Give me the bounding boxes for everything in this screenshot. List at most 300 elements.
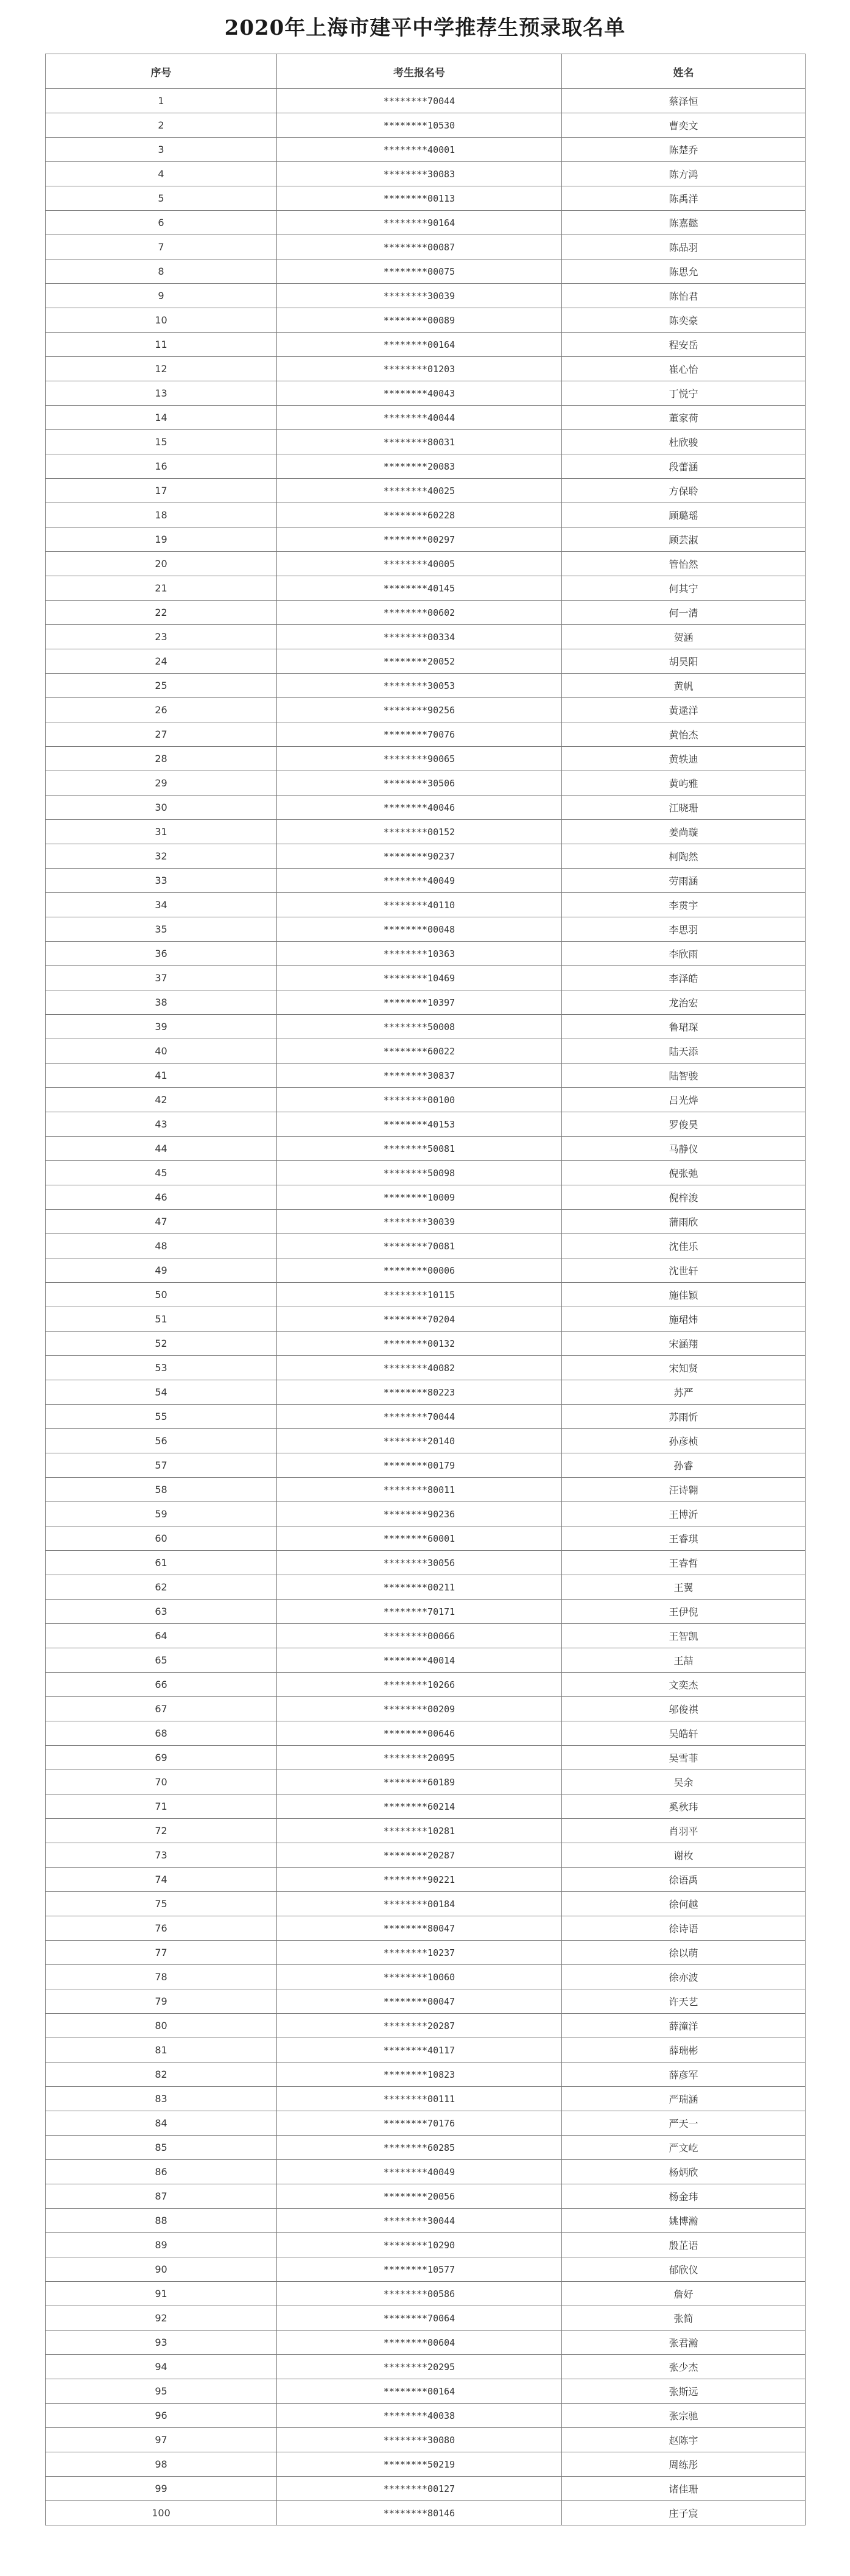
student-name-cell: 黄怡杰 [562, 722, 806, 747]
student-name-cell: 黄逯洋 [562, 698, 806, 722]
table-row [46, 430, 806, 454]
student-name-cell: 陆天添 [562, 1039, 806, 1064]
student-name-cell: 顾芸淑 [562, 528, 806, 552]
table-row [46, 1551, 806, 1575]
table-row [46, 1478, 806, 1502]
student-name-cell: 柯陶然 [562, 844, 806, 869]
row-number: 67 [46, 1697, 277, 1721]
table-row [46, 2306, 806, 2331]
table-row [46, 2452, 806, 2477]
row-number: 1 [46, 89, 277, 113]
table-row [46, 917, 806, 942]
row-number: 25 [46, 674, 277, 698]
student-name-cell: 周练彤 [562, 2452, 806, 2477]
student-name-cell: 倪梓浚 [562, 1185, 806, 1210]
exam-code-cell: ********30053 [277, 674, 562, 698]
exam-code-cell: ********40082 [277, 1356, 562, 1380]
student-name-cell: 胡昊阳 [562, 649, 806, 674]
student-name-cell: 姚博瀚 [562, 2209, 806, 2233]
row-number: 84 [46, 2111, 277, 2136]
exam-code-cell: ********00646 [277, 1721, 562, 1746]
student-name-cell: 王喆 [562, 1648, 806, 1673]
student-name-cell: 施佳颖 [562, 1283, 806, 1307]
row-number: 15 [46, 430, 277, 454]
row-number: 14 [46, 406, 277, 430]
exam-code-cell: ********40044 [277, 406, 562, 430]
row-number: 72 [46, 1819, 277, 1843]
row-number: 41 [46, 1064, 277, 1088]
student-name-cell: 宋涵翔 [562, 1332, 806, 1356]
student-name-cell: 诸佳珊 [562, 2477, 806, 2501]
student-name-cell: 陈奕豪 [562, 308, 806, 333]
table-row [46, 479, 806, 503]
exam-code-cell: ********40049 [277, 2160, 562, 2184]
exam-code-cell: ********60189 [277, 1770, 562, 1794]
row-number: 76 [46, 1916, 277, 1941]
row-number: 8 [46, 259, 277, 284]
exam-code-cell: ********30039 [277, 1210, 562, 1234]
row-number: 57 [46, 1453, 277, 1478]
row-number: 49 [46, 1258, 277, 1283]
table-row [46, 1673, 806, 1697]
table-row [46, 2355, 806, 2379]
exam-code-cell: ********10290 [277, 2233, 562, 2257]
row-number: 28 [46, 747, 277, 771]
row-number: 47 [46, 1210, 277, 1234]
page-title: 2020年上海市建平中学推荐生预录取名单 [224, 16, 626, 40]
row-number: 7 [46, 235, 277, 259]
student-name-cell: 程安岳 [562, 333, 806, 357]
row-number: 58 [46, 1478, 277, 1502]
exam-code-cell: ********20140 [277, 1429, 562, 1453]
row-number: 63 [46, 1600, 277, 1624]
table-row [46, 1868, 806, 1892]
student-name-cell: 罗俊昊 [562, 1112, 806, 1137]
row-number: 34 [46, 893, 277, 917]
table-row [46, 211, 806, 235]
student-name-cell: 陈方鸿 [562, 162, 806, 186]
exam-code-cell: ********00006 [277, 1258, 562, 1283]
row-number: 81 [46, 2038, 277, 2063]
row-number: 97 [46, 2428, 277, 2452]
row-number: 64 [46, 1624, 277, 1648]
table-row [46, 503, 806, 528]
row-number: 13 [46, 381, 277, 406]
row-number: 89 [46, 2233, 277, 2257]
student-name-cell: 李欣雨 [562, 942, 806, 966]
exam-code-cell: ********70081 [277, 1234, 562, 1258]
row-number: 10 [46, 308, 277, 333]
table-row [46, 333, 806, 357]
student-name-cell: 陈楚乔 [562, 138, 806, 162]
table-row [46, 1770, 806, 1794]
table-row [46, 747, 806, 771]
student-name-cell: 奚秋玮 [562, 1794, 806, 1819]
table-row [46, 869, 806, 893]
table-row [46, 893, 806, 917]
row-number: 87 [46, 2184, 277, 2209]
table-row [46, 1380, 806, 1405]
table-row [46, 698, 806, 722]
row-number: 80 [46, 2014, 277, 2038]
student-name-cell: 贺涵 [562, 625, 806, 649]
exam-code-cell: ********00127 [277, 2477, 562, 2501]
table-row [46, 1234, 806, 1258]
table-row [46, 1332, 806, 1356]
student-name-cell: 庄子宸 [562, 2501, 806, 2525]
student-name-cell: 张斯远 [562, 2379, 806, 2404]
student-name-cell: 徐诗语 [562, 1916, 806, 1941]
table-row [46, 1575, 806, 1600]
student-name-cell: 蒲雨欣 [562, 1210, 806, 1234]
table-row [46, 1064, 806, 1088]
row-number: 100 [46, 2501, 277, 2525]
row-number: 39 [46, 1015, 277, 1039]
exam-code-cell: ********60214 [277, 1794, 562, 1819]
table-row [46, 1989, 806, 2014]
table-row [46, 162, 806, 186]
exam-code-cell: ********00132 [277, 1332, 562, 1356]
table-row [46, 454, 806, 479]
header-number: 序号 [46, 54, 277, 89]
row-number: 77 [46, 1941, 277, 1965]
student-name-cell: 姜尚璇 [562, 820, 806, 844]
row-number: 92 [46, 2306, 277, 2331]
row-number: 66 [46, 1673, 277, 1697]
row-number: 79 [46, 1989, 277, 2014]
row-number: 33 [46, 869, 277, 893]
row-number: 2 [46, 113, 277, 138]
table-row [46, 1112, 806, 1137]
exam-code-cell: ********50008 [277, 1015, 562, 1039]
row-number: 5 [46, 186, 277, 211]
exam-code-cell: ********10469 [277, 966, 562, 990]
exam-code-cell: ********70204 [277, 1307, 562, 1332]
table-row [46, 235, 806, 259]
student-name-cell: 陈禹洋 [562, 186, 806, 211]
table-row [46, 2501, 806, 2525]
student-name-cell: 张少杰 [562, 2355, 806, 2379]
exam-code-cell: ********20295 [277, 2355, 562, 2379]
student-name-cell: 邬俊祺 [562, 1697, 806, 1721]
student-name-cell: 陈品羽 [562, 235, 806, 259]
student-name-cell: 吴皓轩 [562, 1721, 806, 1746]
exam-code-cell: ********40038 [277, 2404, 562, 2428]
student-name-cell: 杨金玮 [562, 2184, 806, 2209]
exam-code-cell: ********40046 [277, 796, 562, 820]
table-row [46, 357, 806, 381]
exam-code-cell: ********10060 [277, 1965, 562, 1989]
table-row [46, 771, 806, 796]
exam-code-cell: ********30506 [277, 771, 562, 796]
exam-code-cell: ********90065 [277, 747, 562, 771]
row-number: 86 [46, 2160, 277, 2184]
exam-code-cell: ********00209 [277, 1697, 562, 1721]
exam-code-cell: ********00048 [277, 917, 562, 942]
student-name-cell: 方保聆 [562, 479, 806, 503]
table-row [46, 186, 806, 211]
student-name-cell: 段蕾涵 [562, 454, 806, 479]
exam-code-cell: ********40001 [277, 138, 562, 162]
student-name-cell: 陈思允 [562, 259, 806, 284]
student-name-cell: 徐以萌 [562, 1941, 806, 1965]
exam-code-cell: ********00297 [277, 528, 562, 552]
table-row [46, 284, 806, 308]
table-row [46, 1502, 806, 1526]
row-number: 37 [46, 966, 277, 990]
row-number: 90 [46, 2257, 277, 2282]
student-name-cell: 陈怡君 [562, 284, 806, 308]
exam-code-cell: ********80031 [277, 430, 562, 454]
student-name-cell: 谢枚 [562, 1843, 806, 1868]
table-row [46, 2087, 806, 2111]
row-number: 83 [46, 2087, 277, 2111]
exam-code-cell: ********70176 [277, 2111, 562, 2136]
student-name-cell: 王睿哲 [562, 1551, 806, 1575]
row-number: 35 [46, 917, 277, 942]
table-row [46, 1307, 806, 1332]
exam-code-cell: ********00586 [277, 2282, 562, 2306]
exam-code-cell: ********00152 [277, 820, 562, 844]
exam-code-cell: ********40145 [277, 576, 562, 601]
row-number: 17 [46, 479, 277, 503]
table-row [46, 576, 806, 601]
student-name-cell: 薛潼洋 [562, 2014, 806, 2038]
exam-code-cell: ********50219 [277, 2452, 562, 2477]
exam-code-cell: ********30039 [277, 284, 562, 308]
table-row [46, 2160, 806, 2184]
row-number: 55 [46, 1405, 277, 1429]
exam-code-cell: ********10530 [277, 113, 562, 138]
student-name-cell: 苏严 [562, 1380, 806, 1405]
table-row [46, 1746, 806, 1770]
exam-code-cell: ********30083 [277, 162, 562, 186]
student-name-cell: 陆智骏 [562, 1064, 806, 1088]
table-row [46, 2209, 806, 2233]
table-row [46, 1624, 806, 1648]
row-number: 22 [46, 601, 277, 625]
row-number: 51 [46, 1307, 277, 1332]
table-row [46, 625, 806, 649]
row-number: 71 [46, 1794, 277, 1819]
table-row [46, 990, 806, 1015]
exam-code-cell: ********10237 [277, 1941, 562, 1965]
student-name-cell: 沈佳乐 [562, 1234, 806, 1258]
exam-code-cell: ********20287 [277, 1843, 562, 1868]
table-row [46, 722, 806, 747]
row-number: 18 [46, 503, 277, 528]
student-name-cell: 吴雪菲 [562, 1746, 806, 1770]
row-number: 93 [46, 2331, 277, 2355]
exam-code-cell: ********90256 [277, 698, 562, 722]
exam-code-cell: ********10397 [277, 990, 562, 1015]
student-name-cell: 杨炳欣 [562, 2160, 806, 2184]
student-name-cell: 鲁珺琛 [562, 1015, 806, 1039]
row-number: 99 [46, 2477, 277, 2501]
exam-code-cell: ********00075 [277, 259, 562, 284]
exam-code-cell: ********10266 [277, 1673, 562, 1697]
student-name-cell: 严瑞涵 [562, 2087, 806, 2111]
row-number: 9 [46, 284, 277, 308]
row-number: 46 [46, 1185, 277, 1210]
table-row [46, 674, 806, 698]
row-number: 29 [46, 771, 277, 796]
exam-code-cell: ********40043 [277, 381, 562, 406]
exam-code-cell: ********00184 [277, 1892, 562, 1916]
student-name-cell: 吴余 [562, 1770, 806, 1794]
student-name-cell: 许天艺 [562, 1989, 806, 2014]
exam-code-cell: ********01203 [277, 357, 562, 381]
table-row [46, 844, 806, 869]
table-row [46, 942, 806, 966]
row-number: 30 [46, 796, 277, 820]
row-number: 36 [46, 942, 277, 966]
row-number: 4 [46, 162, 277, 186]
row-number: 52 [46, 1332, 277, 1356]
exam-code-cell: ********40014 [277, 1648, 562, 1673]
student-name-cell: 曹奕文 [562, 113, 806, 138]
student-name-cell: 文奕杰 [562, 1673, 806, 1697]
student-name-cell: 王伊倪 [562, 1600, 806, 1624]
exam-code-cell: ********40049 [277, 869, 562, 893]
row-number: 38 [46, 990, 277, 1015]
student-name-cell: 丁悦宁 [562, 381, 806, 406]
table-row [46, 2111, 806, 2136]
student-name-cell: 管怡然 [562, 552, 806, 576]
exam-code-cell: ********10577 [277, 2257, 562, 2282]
student-name-cell: 何其宁 [562, 576, 806, 601]
row-number: 82 [46, 2063, 277, 2087]
exam-code-cell: ********70044 [277, 89, 562, 113]
table-row [46, 89, 806, 113]
student-name-cell: 徐亦波 [562, 1965, 806, 1989]
exam-code-cell: ********00602 [277, 601, 562, 625]
row-number: 23 [46, 625, 277, 649]
student-name-cell: 陈嘉懿 [562, 211, 806, 235]
table-row [46, 1721, 806, 1746]
row-number: 40 [46, 1039, 277, 1064]
student-name-cell: 宋知贤 [562, 1356, 806, 1380]
student-name-cell: 何一清 [562, 601, 806, 625]
exam-code-cell: ********00211 [277, 1575, 562, 1600]
table-row [46, 1916, 806, 1941]
exam-code-cell: ********00179 [277, 1453, 562, 1478]
table-row [46, 1941, 806, 1965]
exam-code-cell: ********00066 [277, 1624, 562, 1648]
row-number: 42 [46, 1088, 277, 1112]
row-number: 50 [46, 1283, 277, 1307]
exam-code-cell: ********80146 [277, 2501, 562, 2525]
table-row [46, 1965, 806, 1989]
exam-code-cell: ********30080 [277, 2428, 562, 2452]
table-row [46, 2477, 806, 2501]
table-row [46, 1039, 806, 1064]
table-row [46, 1258, 806, 1283]
student-name-cell: 王翼 [562, 1575, 806, 1600]
table-row [46, 1648, 806, 1673]
table-row [46, 1526, 806, 1551]
table-row [46, 1453, 806, 1478]
exam-code-cell: ********00604 [277, 2331, 562, 2355]
student-name-cell: 肖羽平 [562, 1819, 806, 1843]
exam-code-cell: ********90236 [277, 1502, 562, 1526]
row-number: 70 [46, 1770, 277, 1794]
row-number: 26 [46, 698, 277, 722]
exam-code-cell: ********60022 [277, 1039, 562, 1064]
table-row [46, 2063, 806, 2087]
student-name-cell: 孙睿 [562, 1453, 806, 1478]
admission-table [45, 54, 806, 2525]
exam-code-cell: ********30837 [277, 1064, 562, 1088]
row-number: 44 [46, 1137, 277, 1161]
row-number: 68 [46, 1721, 277, 1746]
row-number: 6 [46, 211, 277, 235]
student-name-cell: 黄屿雅 [562, 771, 806, 796]
row-number: 74 [46, 1868, 277, 1892]
student-name-cell: 蔡泽恒 [562, 89, 806, 113]
exam-code-cell: ********20083 [277, 454, 562, 479]
row-number: 75 [46, 1892, 277, 1916]
student-name-cell: 王睿琪 [562, 1526, 806, 1551]
table-header-row [46, 54, 806, 89]
student-name-cell: 劳雨涵 [562, 869, 806, 893]
table-row [46, 820, 806, 844]
table-row [46, 1283, 806, 1307]
student-name-cell: 沈世轩 [562, 1258, 806, 1283]
student-name-cell: 詹好 [562, 2282, 806, 2306]
row-number: 73 [46, 1843, 277, 1868]
table-row [46, 1405, 806, 1429]
row-number: 24 [46, 649, 277, 674]
row-number: 98 [46, 2452, 277, 2477]
table-row [46, 1794, 806, 1819]
row-number: 20 [46, 552, 277, 576]
row-number: 61 [46, 1551, 277, 1575]
exam-code-cell: ********20056 [277, 2184, 562, 2209]
row-number: 53 [46, 1356, 277, 1380]
table-body [46, 89, 806, 2525]
table-row [46, 1088, 806, 1112]
exam-code-cell: ********90221 [277, 1868, 562, 1892]
exam-code-cell: ********60228 [277, 503, 562, 528]
row-number: 96 [46, 2404, 277, 2428]
exam-code-cell: ********70064 [277, 2306, 562, 2331]
row-number: 78 [46, 1965, 277, 1989]
table-row [46, 649, 806, 674]
exam-code-cell: ********40117 [277, 2038, 562, 2063]
row-number: 91 [46, 2282, 277, 2306]
row-number: 45 [46, 1161, 277, 1185]
exam-code-cell: ********10115 [277, 1283, 562, 1307]
student-name-cell: 汪诗翱 [562, 1478, 806, 1502]
table-row [46, 2404, 806, 2428]
table-row [46, 2257, 806, 2282]
student-name-cell: 薛彦军 [562, 2063, 806, 2087]
row-number: 59 [46, 1502, 277, 1526]
table-row [46, 1429, 806, 1453]
student-name-cell: 吕光烨 [562, 1088, 806, 1112]
student-name-cell: 江晓珊 [562, 796, 806, 820]
row-number: 65 [46, 1648, 277, 1673]
table-row [46, 2331, 806, 2355]
student-name-cell: 张简 [562, 2306, 806, 2331]
student-name-cell: 孙彦桢 [562, 1429, 806, 1453]
student-name-cell: 王智凯 [562, 1624, 806, 1648]
row-number: 60 [46, 1526, 277, 1551]
exam-code-cell: ********40153 [277, 1112, 562, 1137]
row-number: 62 [46, 1575, 277, 1600]
exam-code-cell: ********10281 [277, 1819, 562, 1843]
